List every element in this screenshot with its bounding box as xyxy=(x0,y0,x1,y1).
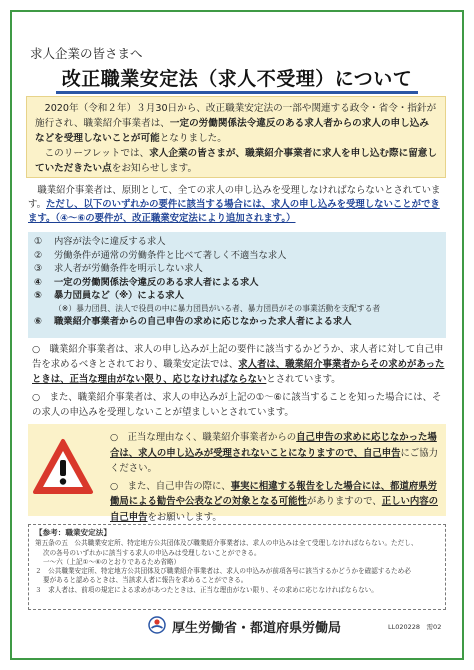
item-text: 職業紹介事業者からの自己申告の求めに応じなかった求人者による求人 xyxy=(54,315,352,327)
item-text: 一定の労働関係法令違反のある求人者による求人 xyxy=(54,276,259,288)
warning-p1-end: にご協力ください。 xyxy=(110,447,438,474)
item-number: ② xyxy=(34,249,43,261)
item-text: 求人者が労働条件を明示しない求人 xyxy=(54,263,203,275)
intro-p1-bold: 一定の労働関係法令違反のある求人者からの求人の申し込みなどを受理しないことが可能 xyxy=(35,118,429,144)
law-title: 【参考：職業安定法】 xyxy=(35,528,111,537)
section-self-report xyxy=(32,342,446,387)
circle-bullet-icon: ○ xyxy=(110,432,119,443)
conditions-list xyxy=(28,232,446,338)
section2-text: また、職業紹介事業者は、求人の申込みが上記の①～⑥に該当することを知った場合には、その求人の申込みを受理しないことが望ましいとされています。 xyxy=(32,392,442,418)
section1-start: 職業紹介事業者は、求人の申し込みが上記の要件に該当するかどうか、求人者に対して自己申告を求めるべきとされており、職業安定法では、 xyxy=(32,344,444,370)
warning-p1-bold: 自己申告の求めに応じなかった場合は、求人の申し込みが受理されないことになりますので、自己申告 xyxy=(110,432,437,459)
law-line: ３ 求人者は、前項の規定による求めがあつたときは、正当な理由がない限り、その求めに応じなければならない。 xyxy=(35,585,378,594)
section-non-acceptance xyxy=(32,390,446,420)
principle-exception-text: ただし、以下のいずれかの要件に該当する場合には、求人の申し込みを受理しないことができます。（④～⑥の要件が、改正職業安定法により追加されます。） xyxy=(28,199,440,224)
warning-p2-bold2: 正しい内容の自己申告 xyxy=(110,496,438,523)
law-line: 一～六（上記①～⑥のとおりであるため省略） xyxy=(43,557,181,566)
item-text: 内容が法令に違反する求人 xyxy=(54,236,166,247)
intro-box xyxy=(26,96,446,178)
principle-text: 職業紹介事業者は、原則として、全ての求人の申し込みを受理しなければならないとされています。 xyxy=(28,185,441,210)
item-number: ⑥ xyxy=(34,315,42,327)
warning-p2-start: また、自己申告の際に、 xyxy=(127,480,231,492)
to-line: 求人企業の皆さまへ xyxy=(30,46,143,61)
intro-p1-end: となりました。 xyxy=(159,133,227,144)
intro-paragraph-1 xyxy=(35,101,437,146)
intro-p1-start: 2020年（令和２年）３月30日から、改正職業安定法の一部や関連する政令・省令・指針が施行され、職業紹介事業者は、 xyxy=(35,103,437,129)
section1-bold: 求人者は、職業紹介事業者からその求めがあったときは、正当な理由がない限り、応じなければならない xyxy=(32,359,445,385)
warning-box xyxy=(28,424,446,523)
law-line: 次の各号のいずれかに該当する求人の申込みは受理しないことができる。 xyxy=(43,548,261,557)
item-number: ④ xyxy=(34,276,42,288)
warning-p2-bold: 事実に相違する報告をした場合には、都道府県労働局による勧告や公表などの対象となる可能性 xyxy=(110,480,437,507)
warning-p2-mid: がありますので、 xyxy=(306,496,382,507)
intro-p2-end: をお知らせします。 xyxy=(111,163,198,174)
warning-p2-end: をお願いします。 xyxy=(147,511,222,523)
list-item xyxy=(34,235,440,249)
list-item xyxy=(34,262,440,276)
warning-icon xyxy=(32,438,94,496)
circle-bullet-icon: ○ xyxy=(32,344,41,355)
title-underline xyxy=(56,91,418,94)
warning-text xyxy=(110,430,440,527)
page-title: 改正職業安定法（求人不受理）について xyxy=(61,68,413,90)
item-number: ⑤ xyxy=(34,290,42,302)
item-text: 暴力団員など（※）による求人 xyxy=(54,290,184,302)
law-line: 第五条の五 公共職業安定所、特定地方公共団体及び職業紹介事業者は、求人の申込みは全て受理しなければならない。ただし、 xyxy=(35,539,418,548)
item-number: ③ xyxy=(34,263,43,275)
footer xyxy=(0,612,474,642)
footer-org: 厚生労働省・都道府県労働局 xyxy=(172,621,342,636)
document-code: LL020228 需02 xyxy=(388,623,442,631)
law-line: 要があると認めるときは、当該求人者に報告を求めることができる。 xyxy=(43,576,248,585)
intro-p2-bold: 求人企業の皆さまが、職業紹介事業者に求人を申し込む際に留意していただきたい点 xyxy=(35,148,437,174)
circle-bullet-icon: ○ xyxy=(110,480,119,492)
list-item xyxy=(34,315,440,329)
principle-paragraph xyxy=(28,184,446,226)
circle-bullet-icon: ○ xyxy=(32,392,41,403)
intro-paragraph-2 xyxy=(35,146,437,176)
section1-end: とされています。 xyxy=(266,374,341,385)
item-number: ① xyxy=(34,236,43,247)
law-reference-box xyxy=(28,524,446,610)
list-item xyxy=(34,289,440,303)
list-item xyxy=(34,249,440,263)
list-item xyxy=(34,276,440,290)
warning-p1-start: 正当な理由なく、職業紹介事業者からの xyxy=(127,432,297,443)
ministry-logo-icon xyxy=(148,616,166,634)
condition-note: （※）暴力団員、法人で役員の中に暴力団員がいる者、暴力団員がその事業活動を支配する者 xyxy=(54,303,381,313)
law-line: ２ 公共職業安定所、特定地方公共団体及び職業紹介事業者は、求人の申込みが前項各号に該当するかどうかを確認するため必 xyxy=(35,567,411,576)
item-text: 労働条件が通常の労働条件と比べて著しく不適当な求人 xyxy=(54,249,287,261)
intro-p2-start: このリーフレットでは、 xyxy=(44,148,150,159)
